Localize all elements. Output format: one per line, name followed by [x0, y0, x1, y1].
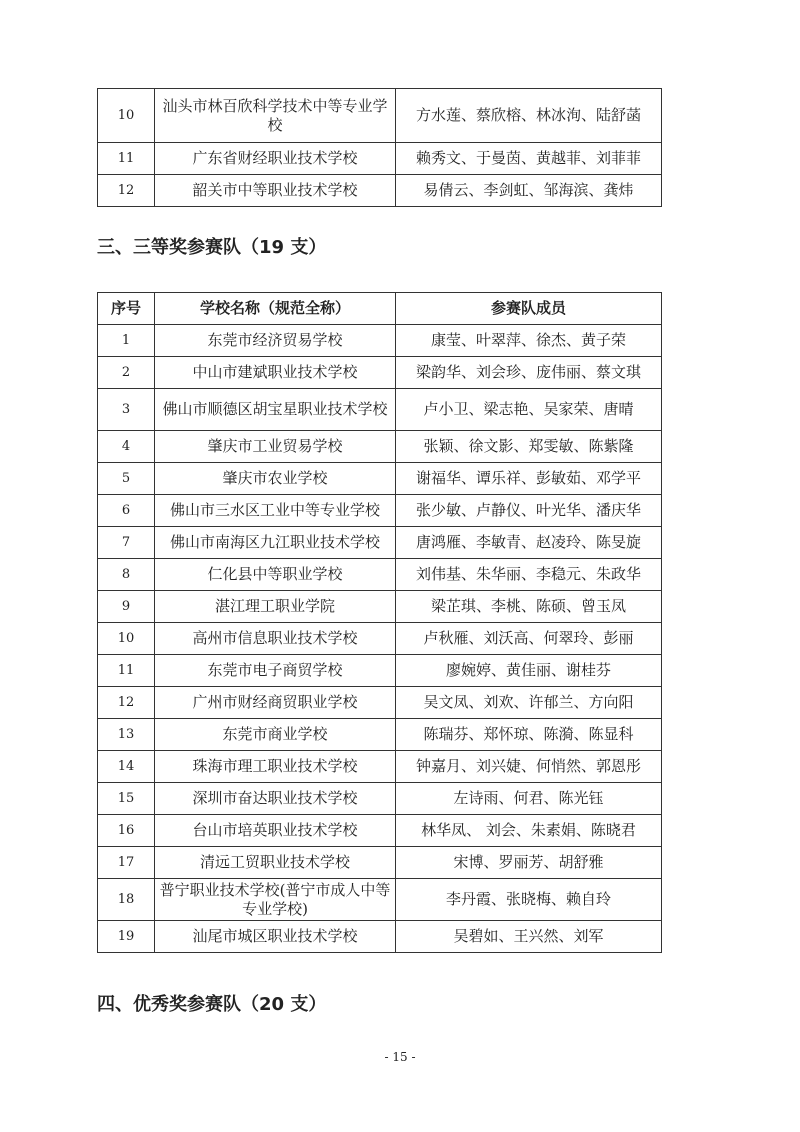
school-name: 台山市培英职业技术学校	[155, 815, 396, 847]
team-members: 廖婉婷、黄佳丽、谢桂芬	[396, 655, 662, 687]
section-heading-third-prize: 三、三等奖参赛队（19 支）	[97, 237, 327, 258]
third-prize-table	[97, 292, 662, 953]
team-members: 宋博、罗丽芳、胡舒雅	[396, 847, 662, 879]
school-name: 汕头市林百欣科学技术中等专业学校	[155, 89, 396, 143]
row-number: 6	[98, 495, 155, 527]
row-number: 3	[98, 389, 155, 431]
team-members: 李丹霞、张晓梅、赖自玲	[396, 879, 662, 921]
section-heading-excellence-prize: 四、优秀奖参赛队（20 支）	[97, 994, 327, 1015]
table-row	[98, 559, 662, 591]
team-members: 左诗雨、何君、陈光钰	[396, 783, 662, 815]
team-members: 梁韵华、刘会珍、庞伟丽、蔡文琪	[396, 357, 662, 389]
row-number: 2	[98, 357, 155, 389]
table-row	[98, 89, 662, 143]
team-members: 林华凤、 刘会、朱素娟、陈晓君	[396, 815, 662, 847]
table-row	[98, 431, 662, 463]
school-name: 佛山市顺德区胡宝星职业技术学校	[155, 389, 396, 431]
school-name: 韶关市中等职业技术学校	[155, 175, 396, 207]
team-members: 卢小卫、梁志艳、吴家荣、唐晴	[396, 389, 662, 431]
table-row	[98, 591, 662, 623]
team-members: 方水莲、蔡欣榕、林冰洵、陆舒菡	[396, 89, 662, 143]
table-row	[98, 389, 662, 431]
row-number: 13	[98, 719, 155, 751]
team-members: 张颖、徐文影、郑雯敏、陈紫隆	[396, 431, 662, 463]
table-row	[98, 463, 662, 495]
team-members: 张少敏、卢静仪、叶光华、潘庆华	[396, 495, 662, 527]
team-members: 刘伟基、朱华丽、李稳元、朱政华	[396, 559, 662, 591]
team-members: 陈瑞芬、郑怀琼、陈漪、陈显科	[396, 719, 662, 751]
team-members: 梁芷琪、李桃、陈硕、曾玉凤	[396, 591, 662, 623]
table-row	[98, 921, 662, 953]
table-row	[98, 655, 662, 687]
school-name: 东莞市电子商贸学校	[155, 655, 396, 687]
row-number: 12	[98, 687, 155, 719]
table-row	[98, 143, 662, 175]
school-name: 中山市建斌职业技术学校	[155, 357, 396, 389]
school-name: 清远工贸职业技术学校	[155, 847, 396, 879]
table-row	[98, 847, 662, 879]
row-number: 12	[98, 175, 155, 207]
row-number: 7	[98, 527, 155, 559]
team-members: 赖秀文、于曼茵、黄越菲、刘菲菲	[396, 143, 662, 175]
team-members: 康莹、叶翠萍、徐杰、黄子荣	[396, 325, 662, 357]
table-row	[98, 495, 662, 527]
page-number: - 15 -	[384, 1050, 416, 1064]
row-number: 19	[98, 921, 155, 953]
row-number: 11	[98, 655, 155, 687]
row-number: 14	[98, 751, 155, 783]
row-number: 17	[98, 847, 155, 879]
row-number: 8	[98, 559, 155, 591]
table-row	[98, 175, 662, 207]
school-name: 普宁职业技术学校(普宁市成人中等专业学校)	[155, 879, 396, 921]
row-number: 5	[98, 463, 155, 495]
school-name: 佛山市南海区九江职业技术学校	[155, 527, 396, 559]
table-row	[98, 687, 662, 719]
school-name: 汕尾市城区职业技术学校	[155, 921, 396, 953]
row-number: 4	[98, 431, 155, 463]
table-row	[98, 527, 662, 559]
team-members: 唐鸿雁、李敏青、赵凌玲、陈旻旋	[396, 527, 662, 559]
team-members: 吴碧如、王兴然、刘军	[396, 921, 662, 953]
school-name: 仁化县中等职业学校	[155, 559, 396, 591]
school-name: 东莞市经济贸易学校	[155, 325, 396, 357]
table-header-row	[98, 293, 662, 325]
row-number: 1	[98, 325, 155, 357]
table-row	[98, 751, 662, 783]
school-name: 湛江理工职业学院	[155, 591, 396, 623]
row-number: 9	[98, 591, 155, 623]
team-members: 钟嘉月、刘兴婕、何悄然、郭恩彤	[396, 751, 662, 783]
row-number: 18	[98, 879, 155, 921]
school-name: 广东省财经职业技术学校	[155, 143, 396, 175]
table-row	[98, 783, 662, 815]
row-number: 16	[98, 815, 155, 847]
table-row	[98, 623, 662, 655]
team-members: 谢福华、谭乐祥、彭敏茹、邓学平	[396, 463, 662, 495]
table-row	[98, 357, 662, 389]
table-row	[98, 879, 662, 921]
school-name: 广州市财经商贸职业学校	[155, 687, 396, 719]
school-name: 东莞市商业学校	[155, 719, 396, 751]
award-table-continued	[97, 88, 662, 207]
row-number: 10	[98, 623, 155, 655]
school-name: 珠海市理工职业技术学校	[155, 751, 396, 783]
row-number: 11	[98, 143, 155, 175]
table-row	[98, 719, 662, 751]
team-members: 吴文凤、刘欢、许郁兰、方向阳	[396, 687, 662, 719]
school-name: 肇庆市工业贸易学校	[155, 431, 396, 463]
header-school: 学校名称（规范全称）	[155, 293, 396, 325]
table-row	[98, 325, 662, 357]
header-members: 参赛队成员	[396, 293, 662, 325]
team-members: 卢秋雁、刘沃高、何翠玲、彭丽	[396, 623, 662, 655]
row-number: 10	[98, 89, 155, 143]
table-row	[98, 815, 662, 847]
school-name: 深圳市奋达职业技术学校	[155, 783, 396, 815]
school-name: 肇庆市农业学校	[155, 463, 396, 495]
school-name: 高州市信息职业技术学校	[155, 623, 396, 655]
header-no: 序号	[98, 293, 155, 325]
team-members: 易倩云、李剑虹、邹海滨、龚炜	[396, 175, 662, 207]
row-number: 15	[98, 783, 155, 815]
school-name: 佛山市三水区工业中等专业学校	[155, 495, 396, 527]
